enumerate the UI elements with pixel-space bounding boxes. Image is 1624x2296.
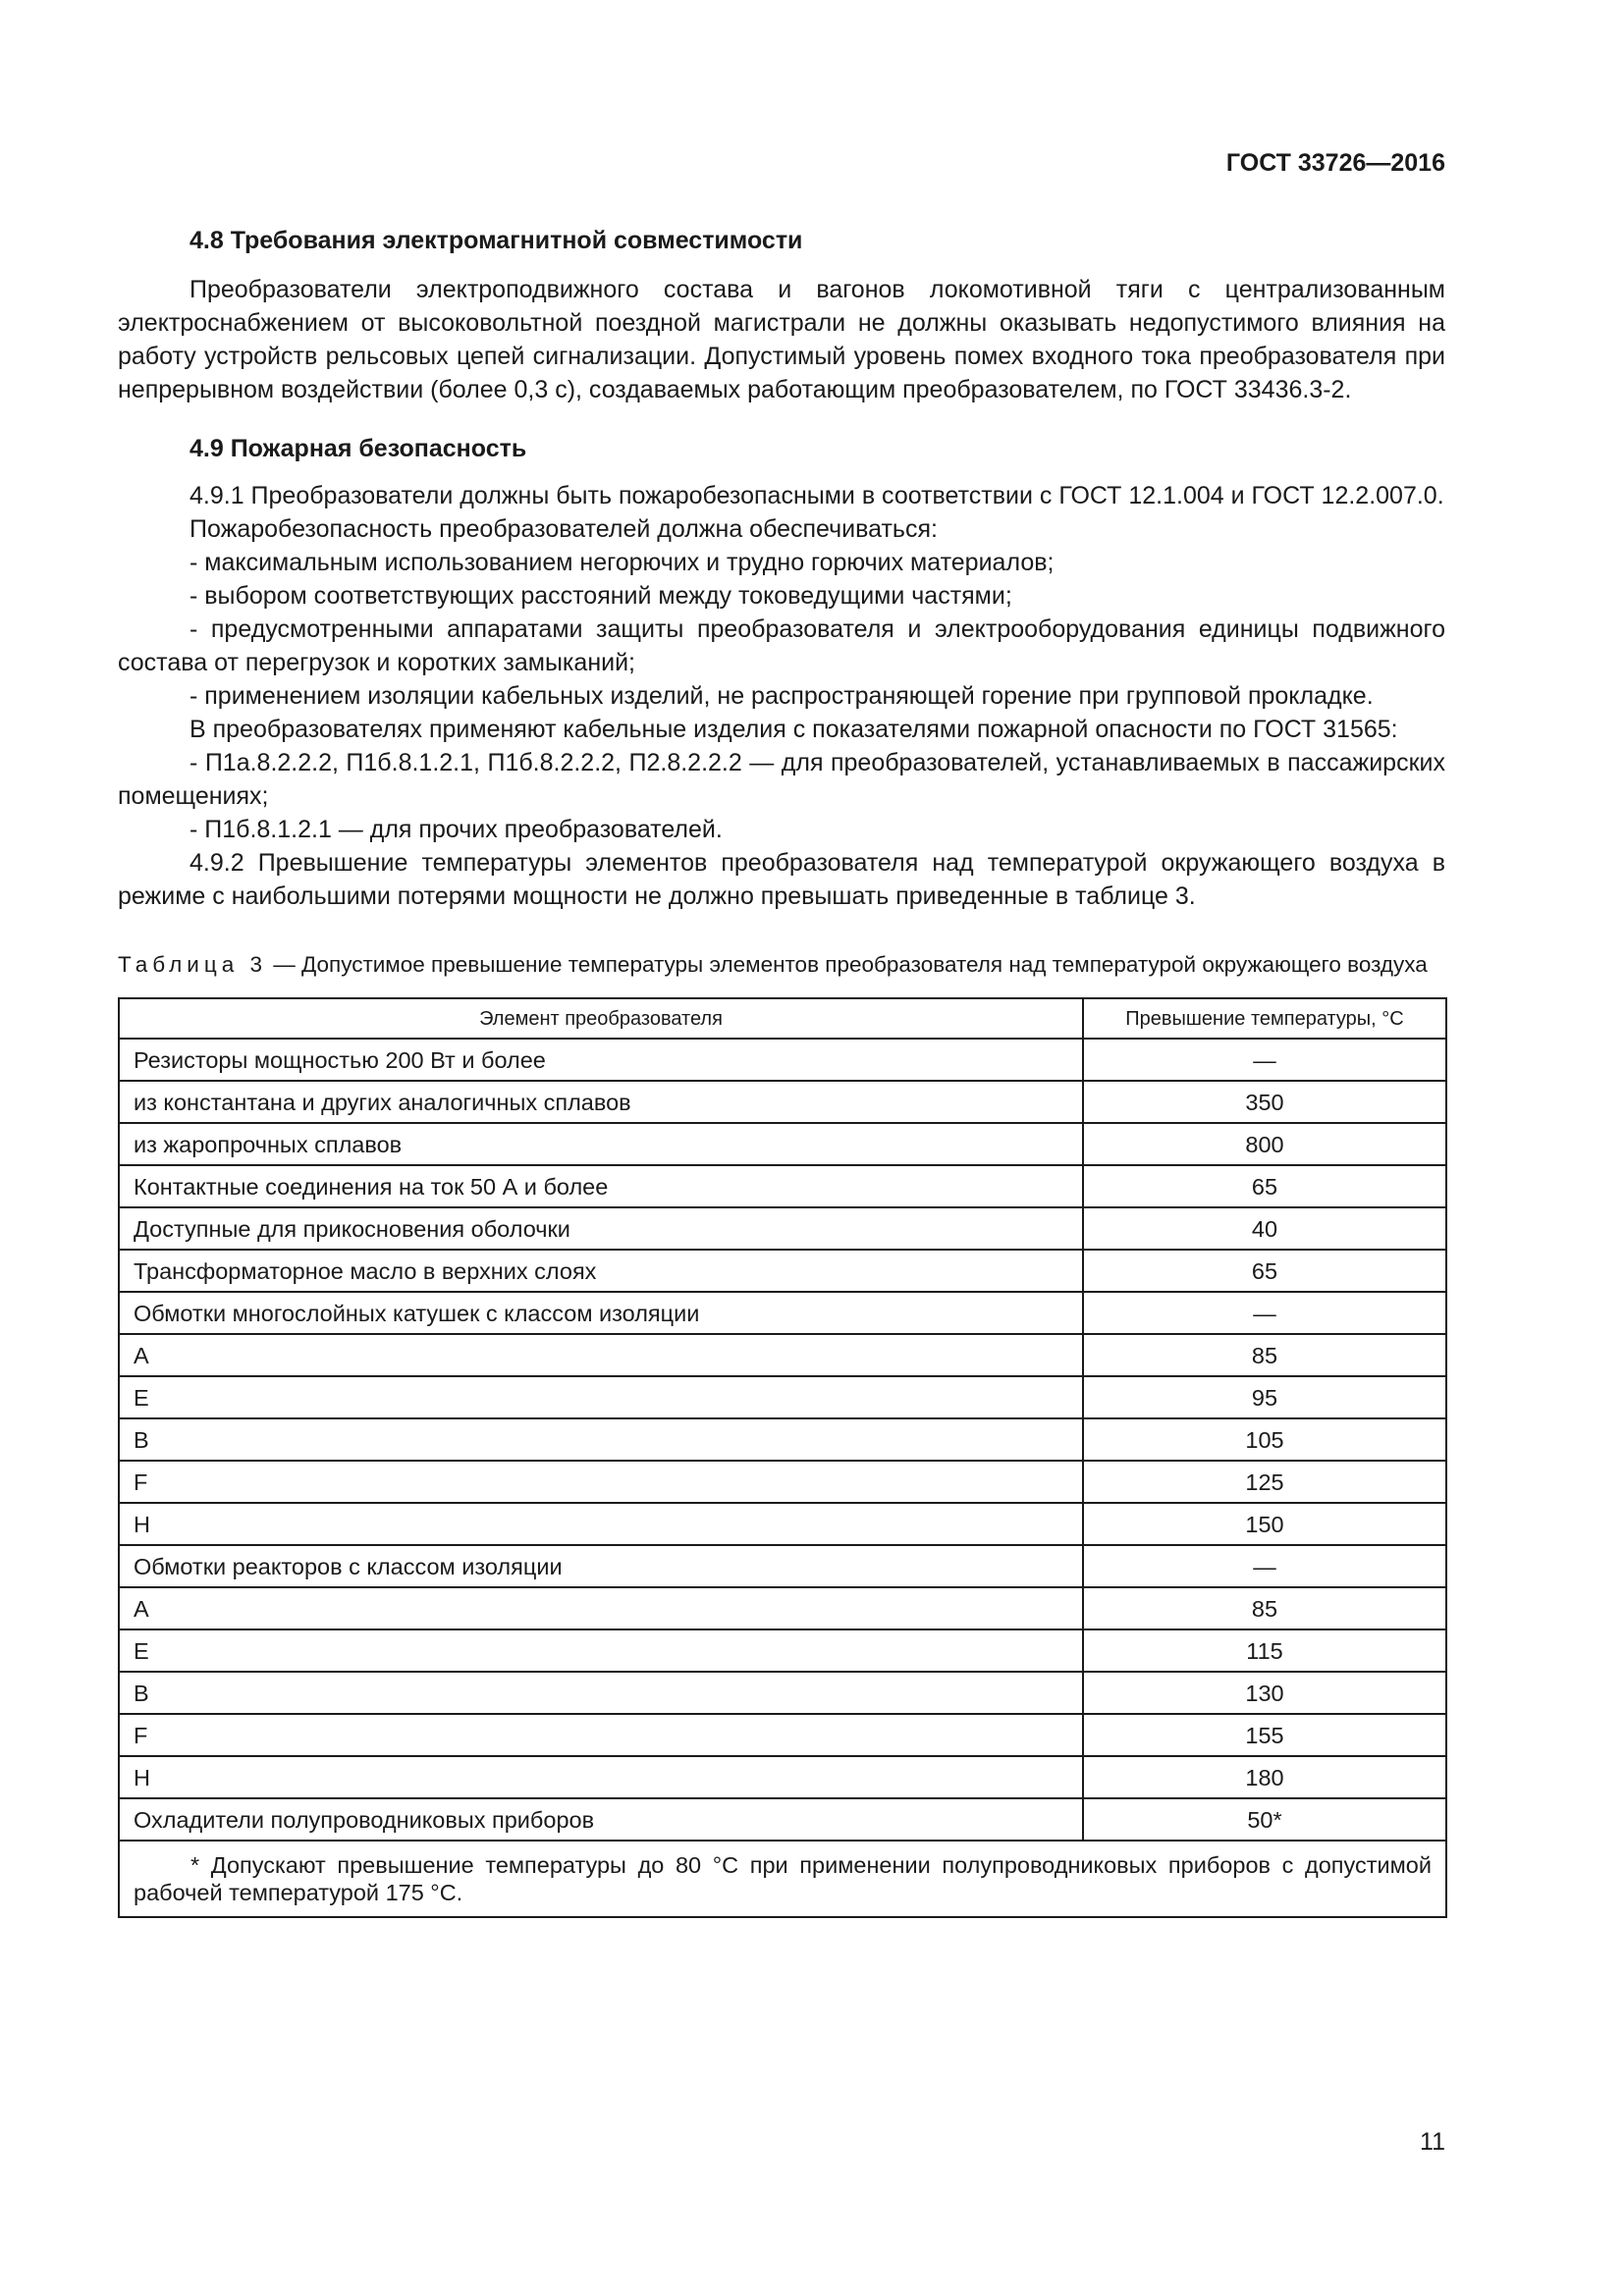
clause-4-9-2: 4.9.2 Превышение температуры элементов преобразователя над температурой окружающего воздуха в режиме с наибольшими потерями мощности не должно превышать приведенные в таблице 3. — [118, 849, 1445, 910]
value-cell: 50* — [1083, 1798, 1446, 1841]
table-row — [119, 1207, 1446, 1250]
table-row — [119, 1250, 1446, 1292]
value-cell: — — [1083, 1292, 1446, 1334]
element-cell: Трансформаторное масло в верхних слоях — [119, 1250, 1083, 1292]
value-cell: 115 — [1083, 1629, 1446, 1672]
element-cell: F — [119, 1714, 1083, 1756]
value-cell: 150 — [1083, 1503, 1446, 1545]
value-cell: 105 — [1083, 1418, 1446, 1461]
fire-safety-intro: Пожаробезопасность преобразователей должна обеспечиваться: — [189, 515, 938, 543]
column-header-temperature: Превышение температуры, °С — [1083, 998, 1446, 1039]
table-caption — [118, 950, 1445, 980]
element-cell: Е — [119, 1376, 1083, 1418]
table-body — [119, 1039, 1446, 1917]
cable-paragraph: В преобразователях применяют кабельные изделия с показателями пожарной опасности по ГОСТ 31565: — [189, 716, 1398, 743]
list-item: - П1а.8.2.2.2, П1б.8.1.2.1, П1б.8.2.2.2, П2.8.2.2.2 — для преобразователей, устанавливаемых в пассажирских помещениях; — [118, 749, 1445, 810]
value-cell: 40 — [1083, 1207, 1446, 1250]
value-cell: 155 — [1083, 1714, 1446, 1756]
table-row — [119, 1545, 1446, 1587]
temperature-table — [118, 997, 1447, 1918]
document-code: ГОСТ 33726—2016 — [1225, 149, 1445, 177]
table-row — [119, 1714, 1446, 1756]
page-number: 11 — [1420, 2128, 1445, 2156]
table-row — [119, 1503, 1446, 1545]
value-cell: 350 — [1083, 1081, 1446, 1123]
table-row — [119, 1418, 1446, 1461]
value-cell: 65 — [1083, 1250, 1446, 1292]
element-cell: Обмотки реакторов с классом изоляции — [119, 1545, 1083, 1587]
table-row — [119, 1629, 1446, 1672]
table-footnote-row — [119, 1841, 1446, 1917]
element-cell: Н — [119, 1756, 1083, 1798]
element-cell: Н — [119, 1503, 1083, 1545]
table-row — [119, 1165, 1446, 1207]
list-item: - предусмотренными аппаратами защиты преобразователя и электрооборудования единицы подвижного состава от перегрузок и коротких замыканий; — [118, 615, 1445, 676]
element-cell: Доступные для прикосновения оболочки — [119, 1207, 1083, 1250]
value-cell: — — [1083, 1545, 1446, 1587]
table-row — [119, 1798, 1446, 1841]
list-item: - П1б.8.1.2.1 — для прочих преобразователей. — [189, 816, 723, 843]
table-row — [119, 1334, 1446, 1376]
value-cell: 130 — [1083, 1672, 1446, 1714]
element-cell: Е — [119, 1629, 1083, 1672]
element-cell: В — [119, 1418, 1083, 1461]
element-cell: из константана и других аналогичных сплавов — [119, 1081, 1083, 1123]
table-row — [119, 1461, 1446, 1503]
value-cell: 85 — [1083, 1334, 1446, 1376]
table-row — [119, 1376, 1446, 1418]
element-cell: F — [119, 1461, 1083, 1503]
table-caption-text: — Допустимое превышение температуры элементов преобразователя над температурой окружающего воздуха — [267, 952, 1428, 977]
element-cell: Обмотки многослойных катушек с классом изоляции — [119, 1292, 1083, 1334]
element-cell: А — [119, 1334, 1083, 1376]
section-4-8-heading: 4.8 Требования электромагнитной совместимости — [189, 227, 803, 254]
value-cell: 180 — [1083, 1756, 1446, 1798]
list-item: - выбором соответствующих расстояний между токоведущими частями; — [189, 582, 1012, 610]
table-row — [119, 1756, 1446, 1798]
table-row — [119, 1123, 1446, 1165]
value-cell: 85 — [1083, 1587, 1446, 1629]
clause-4-9-1: 4.9.1 Преобразователи должны быть пожаробезопасными в соответствии с ГОСТ 12.1.004 и ГОСТ 12.2.007.0. — [189, 482, 1444, 509]
table-row — [119, 1081, 1446, 1123]
emc-paragraph: Преобразователи электроподвижного состава и вагонов локомотивной тяги с централизованным электроснабжением от высоковольтной поездной магистрали не должны оказывать недопустимого влияния на работу устройств рельсовых цепей сигнализации. Допустимый уровень помех входного тока преобразователя при непрерывном воздействии (более 0,3 с), создаваемых работающим преобразователем, по ГОСТ 33436.3-2. — [118, 276, 1445, 403]
value-cell: 65 — [1083, 1165, 1446, 1207]
element-cell: из жаропрочных сплавов — [119, 1123, 1083, 1165]
table-caption-label: Таблица 3 — [118, 952, 267, 977]
element-cell: В — [119, 1672, 1083, 1714]
table-footnote: * Допускают превышение температуры до 80 °С при применении полупроводниковых приборов с допустимой рабочей температурой 175 °С. — [119, 1841, 1446, 1917]
table-row — [119, 1587, 1446, 1629]
section-4-9-heading: 4.9 Пожарная безопасность — [189, 435, 527, 462]
table-row — [119, 1672, 1446, 1714]
list-item: - максимальным использованием негорючих и трудно горючих материалов; — [189, 549, 1055, 576]
table-row — [119, 1292, 1446, 1334]
element-cell: Контактные соединения на ток 50 А и более — [119, 1165, 1083, 1207]
list-item: - применением изоляции кабельных изделий, не распространяющей горение при групповой прокладке. — [189, 682, 1374, 710]
page-body — [118, 224, 1445, 1918]
value-cell: 125 — [1083, 1461, 1446, 1503]
column-header-element: Элемент преобразователя — [119, 998, 1083, 1039]
value-cell: 95 — [1083, 1376, 1446, 1418]
table-header-row — [119, 998, 1446, 1039]
value-cell: 800 — [1083, 1123, 1446, 1165]
element-cell: Резисторы мощностью 200 Вт и более — [119, 1039, 1083, 1081]
table-row — [119, 1039, 1446, 1081]
value-cell: — — [1083, 1039, 1446, 1081]
element-cell: Охладители полупроводниковых приборов — [119, 1798, 1083, 1841]
element-cell: А — [119, 1587, 1083, 1629]
